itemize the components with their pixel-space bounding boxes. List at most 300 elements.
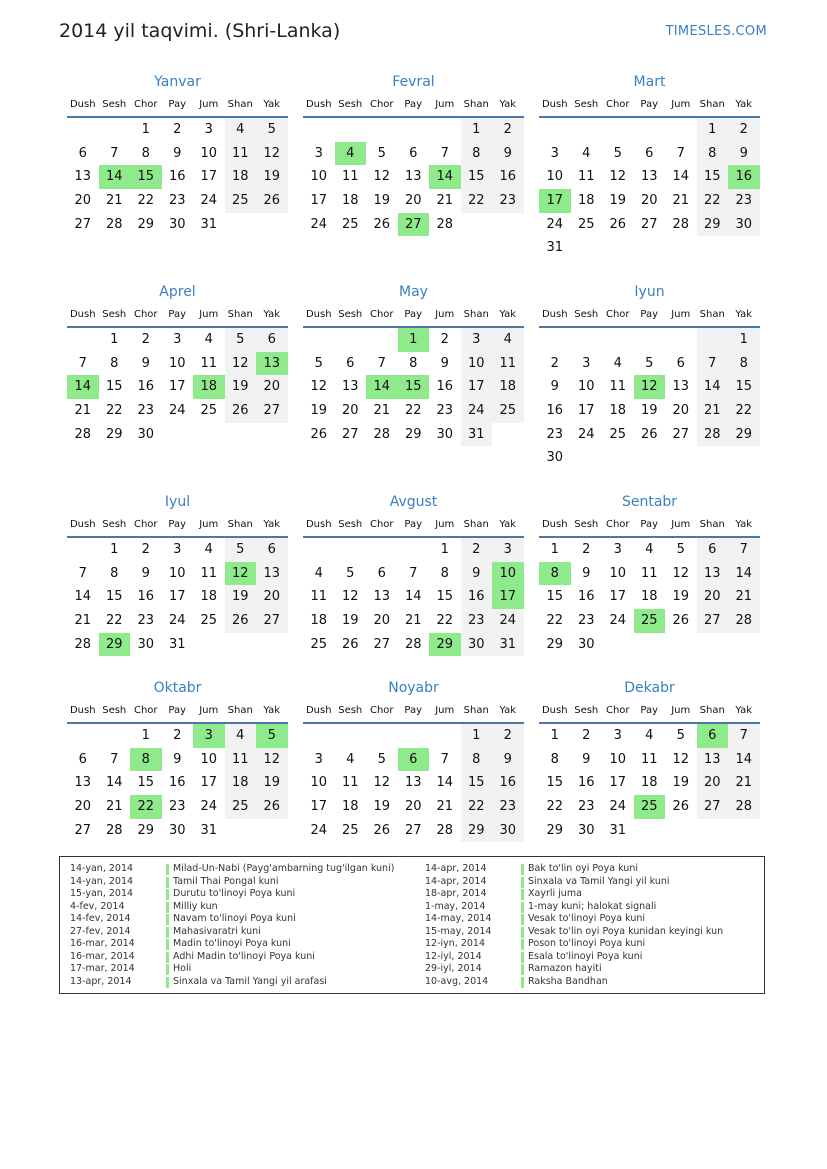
weekday-label: Shan: [227, 99, 253, 110]
day-cell: 19: [256, 771, 288, 795]
day-grid: [67, 724, 288, 842]
day-cell: 20: [74, 193, 92, 209]
weekday-label: Yak: [499, 519, 517, 530]
weekday-label: Yak: [735, 309, 753, 320]
weekday-label: Sesh: [338, 99, 363, 110]
day-cell: 29: [697, 213, 729, 237]
weekday-label: Dush: [541, 309, 568, 320]
day-cell: 18: [200, 589, 218, 605]
holiday-color-marker: [166, 927, 169, 938]
day-cell: 16: [168, 775, 186, 791]
day-cell: 31: [461, 423, 493, 447]
day-cell: 16: [492, 165, 524, 189]
day-grid: [67, 328, 288, 446]
month-name: Dekabr: [624, 680, 675, 696]
empty-day-cell: [99, 724, 131, 748]
day-cell: 14: [728, 562, 760, 586]
day-cell: 31: [200, 216, 218, 232]
day-cell: 10: [310, 169, 328, 185]
legend-holiday-name: Navam to'linoyi Poya kuni: [173, 913, 296, 924]
day-cell: 2: [582, 728, 591, 743]
day-cell: 15: [105, 379, 123, 395]
day-cell: 17: [168, 379, 186, 395]
day-cell: 5: [676, 542, 685, 557]
day-cell: 25: [341, 822, 359, 838]
weekday-label: Jum: [199, 705, 219, 716]
holiday-color-marker: [166, 939, 169, 950]
weekday-label: Pay: [404, 519, 423, 530]
weekday-label: Pay: [404, 309, 423, 320]
weekday-label: Shan: [463, 705, 489, 716]
holiday-day-cell: 10: [492, 562, 524, 586]
holiday-day-cell: 29: [99, 633, 131, 657]
day-cell: 6: [346, 355, 355, 371]
day-cell: 20: [256, 375, 288, 399]
day-cell: 16: [168, 169, 186, 185]
day-cell: 4: [204, 542, 213, 557]
day-cell: 15: [697, 165, 729, 189]
day-cell: 8: [141, 145, 150, 161]
day-cell: 13: [404, 775, 422, 791]
day-cell: 22: [461, 795, 493, 819]
day-cell: 4: [346, 751, 355, 767]
legend-holiday-name: Sinxala va Tamil Yangi yil arafasi: [173, 975, 327, 987]
day-cell: 26: [341, 636, 359, 652]
day-cell: 23: [137, 613, 155, 629]
weekday-label: Dush: [305, 519, 332, 530]
day-cell: 5: [346, 565, 355, 581]
empty-day-cell: [303, 724, 335, 748]
day-cell: 24: [492, 609, 524, 633]
day-grid: [539, 118, 760, 260]
empty-day-cell: [67, 538, 99, 562]
weekday-header: [539, 701, 760, 724]
day-cell: 23: [492, 189, 524, 213]
day-cell: 24: [168, 403, 186, 419]
day-cell: 25: [225, 795, 257, 819]
weekday-label: Jum: [671, 309, 691, 320]
day-cell: 28: [436, 216, 454, 232]
day-cell: 8: [440, 565, 449, 581]
day-cell: 5: [645, 355, 654, 371]
holiday-color-marker: [166, 977, 169, 988]
day-cell: 2: [440, 332, 449, 347]
day-cell: 1: [461, 724, 493, 748]
day-cell: 11: [609, 379, 627, 395]
day-cell: 6: [78, 751, 87, 767]
day-cell: 18: [640, 589, 658, 605]
brand-link[interactable]: TIMESLES.COM: [665, 24, 767, 39]
weekday-header: [303, 701, 524, 724]
day-cell: 4: [314, 565, 323, 581]
empty-day-cell: [571, 328, 603, 352]
day-cell: 2: [550, 355, 559, 371]
weekday-label: Pay: [640, 309, 659, 320]
day-cell: 29: [728, 423, 760, 447]
empty-day-cell: [303, 328, 335, 352]
weekday-label: Dush: [541, 99, 568, 110]
day-cell: 11: [640, 565, 658, 581]
weekday-label: Yak: [263, 99, 281, 110]
day-cell: 25: [609, 426, 627, 442]
day-cell: 27: [256, 609, 288, 633]
month-name: Sentabr: [621, 494, 678, 510]
empty-day-cell: [429, 724, 461, 748]
day-cell: 12: [256, 748, 288, 772]
weekday-label: Dush: [305, 99, 332, 110]
day-cell: 2: [173, 728, 182, 743]
month-calendar: [303, 678, 524, 842]
day-cell: 31: [168, 636, 186, 652]
day-cell: 20: [697, 771, 729, 795]
day-cell: 7: [78, 565, 87, 581]
day-grid: [539, 328, 760, 470]
day-cell: 12: [672, 751, 690, 767]
weekday-label: Shan: [463, 519, 489, 530]
legend-date: 12-iyn, 2014: [425, 938, 486, 949]
weekday-label: Shan: [699, 705, 725, 716]
day-cell: 7: [78, 355, 87, 371]
day-cell: 26: [256, 189, 288, 213]
weekday-label: Pay: [640, 519, 659, 530]
day-cell: 4: [582, 145, 591, 161]
weekday-label: Sesh: [102, 705, 127, 716]
legend-date: 16-mar, 2014: [70, 950, 135, 962]
legend-date: 29-iyl, 2014: [425, 963, 482, 974]
weekday-label: Dush: [541, 519, 568, 530]
day-cell: 19: [609, 193, 627, 209]
month-name: May: [399, 284, 428, 300]
weekday-label: Chor: [605, 705, 630, 716]
day-cell: 3: [173, 542, 182, 557]
day-cell: 16: [461, 585, 493, 609]
day-cell: 27: [341, 426, 359, 442]
weekday-label: Shan: [463, 309, 489, 320]
day-cell: 22: [404, 403, 422, 419]
day-cell: 26: [640, 426, 658, 442]
empty-day-cell: [665, 118, 697, 142]
holiday-day-cell: 27: [398, 213, 430, 237]
day-cell: 13: [373, 589, 391, 605]
weekday-header: [67, 515, 288, 538]
day-cell: 4: [204, 332, 213, 347]
day-cell: 15: [546, 589, 564, 605]
month-name: Noyabr: [388, 680, 439, 696]
legend-holiday-name: Madin to'linoyi Poya kuni: [173, 938, 291, 949]
day-cell: 28: [404, 636, 422, 652]
day-cell: 3: [314, 145, 323, 161]
day-cell: 26: [256, 795, 288, 819]
day-cell: 24: [200, 193, 218, 209]
day-cell: 27: [672, 426, 690, 442]
holiday-day-cell: 4: [335, 142, 367, 166]
legend-holiday-name: Holi: [173, 963, 192, 974]
day-cell: 19: [256, 165, 288, 189]
holiday-day-cell: 22: [130, 795, 162, 819]
day-cell: 10: [546, 169, 564, 185]
empty-day-cell: [303, 118, 335, 142]
day-cell: 8: [461, 142, 493, 166]
day-cell: 4: [645, 542, 654, 557]
day-cell: 28: [74, 426, 92, 442]
day-cell: 20: [672, 403, 690, 419]
weekday-label: Dush: [69, 309, 96, 320]
day-cell: 18: [225, 771, 257, 795]
weekday-header: [539, 515, 760, 538]
day-cell: 28: [697, 423, 729, 447]
day-cell: 23: [577, 613, 595, 629]
legend-date: 15-may, 2014: [425, 925, 492, 937]
day-cell: 22: [697, 189, 729, 213]
day-cell: 27: [74, 216, 92, 232]
day-cell: 7: [377, 355, 386, 371]
day-cell: 2: [492, 118, 524, 142]
month-calendar: [539, 492, 760, 656]
weekday-label: Chor: [605, 519, 630, 530]
day-cell: 10: [200, 145, 218, 161]
day-cell: 11: [225, 748, 257, 772]
day-cell: 17: [609, 775, 627, 791]
weekday-label: Shan: [227, 705, 253, 716]
empty-day-cell: [539, 118, 571, 142]
day-cell: 2: [582, 542, 591, 557]
day-cell: 8: [697, 142, 729, 166]
empty-day-cell: [602, 328, 634, 352]
legend-holiday-name: Milliy kun: [173, 900, 218, 912]
day-cell: 28: [436, 822, 454, 838]
day-cell: 10: [168, 565, 186, 581]
weekday-label: Yak: [735, 99, 753, 110]
holiday-day-cell: 8: [130, 748, 162, 772]
day-cell: 22: [461, 189, 493, 213]
day-cell: 12: [373, 775, 391, 791]
day-cell: 15: [546, 775, 564, 791]
day-cell: 10: [310, 775, 328, 791]
legend-date: 14-yan, 2014: [70, 863, 134, 874]
day-grid: [303, 118, 524, 236]
weekday-header: [67, 95, 288, 118]
holiday-day-cell: 14: [366, 375, 398, 399]
legend-holiday-name: Bak to'lin oyi Poya kuni: [528, 863, 638, 874]
month-name: Iyul: [164, 494, 191, 510]
day-cell: 14: [404, 589, 422, 605]
day-cell: 15: [436, 589, 454, 605]
day-grid: [539, 724, 760, 842]
weekday-label: Jum: [199, 99, 219, 110]
day-cell: 30: [168, 216, 186, 232]
weekday-label: Shan: [227, 309, 253, 320]
day-cell: 27: [373, 636, 391, 652]
day-cell: 21: [436, 799, 454, 815]
day-cell: 16: [577, 775, 595, 791]
day-cell: 2: [141, 332, 150, 347]
day-cell: 9: [492, 142, 524, 166]
weekday-label: Shan: [699, 99, 725, 110]
weekday-header: [539, 95, 760, 118]
day-cell: 26: [373, 216, 391, 232]
day-cell: 21: [728, 585, 760, 609]
day-cell: 29: [546, 822, 564, 838]
day-cell: 5: [225, 328, 257, 352]
weekday-label: Shan: [699, 309, 725, 320]
holiday-day-cell: 1: [398, 328, 430, 352]
holiday-day-cell: 25: [634, 795, 666, 819]
day-cell: 8: [461, 748, 493, 772]
weekday-label: Shan: [699, 519, 725, 530]
day-cell: 22: [105, 613, 123, 629]
holiday-color-marker: [166, 889, 169, 900]
day-cell: 9: [492, 748, 524, 772]
day-cell: 29: [137, 822, 155, 838]
legend-holiday-name: Ramazon hayiti: [528, 963, 602, 974]
day-cell: 14: [105, 775, 123, 791]
day-cell: 22: [728, 399, 760, 423]
legend-date: 27-fev, 2014: [70, 925, 131, 937]
weekday-label: Dush: [541, 705, 568, 716]
day-cell: 27: [697, 609, 729, 633]
weekday-label: Chor: [369, 519, 394, 530]
day-cell: 24: [310, 822, 328, 838]
holiday-day-cell: 15: [130, 165, 162, 189]
weekday-label: Chor: [369, 705, 394, 716]
day-cell: 28: [728, 609, 760, 633]
day-cell: 30: [436, 426, 454, 442]
day-cell: 22: [105, 403, 123, 419]
day-cell: 30: [492, 819, 524, 843]
weekday-label: Yak: [499, 705, 517, 716]
day-cell: 21: [373, 403, 391, 419]
weekday-label: Dush: [69, 705, 96, 716]
day-cell: 9: [173, 145, 182, 161]
day-cell: 6: [256, 538, 288, 562]
day-cell: 12: [310, 379, 328, 395]
day-cell: 4: [492, 328, 524, 352]
day-cell: 17: [577, 403, 595, 419]
day-cell: 19: [373, 799, 391, 815]
empty-day-cell: [634, 118, 666, 142]
weekday-label: Jum: [435, 705, 455, 716]
day-cell: 5: [225, 538, 257, 562]
legend-date: 14-yan, 2014: [70, 875, 134, 887]
day-cell: 29: [461, 819, 493, 843]
legend-holiday-name: Sinxala va Tamil Yangi yil kuni: [528, 875, 670, 887]
empty-day-cell: [67, 328, 99, 352]
day-cell: 25: [492, 399, 524, 423]
day-cell: 3: [204, 122, 213, 137]
legend-holiday-name: Tamil Thai Pongal kuni: [173, 875, 279, 887]
day-cell: 7: [409, 565, 418, 581]
holiday-day-cell: 18: [193, 375, 225, 399]
weekday-label: Sesh: [574, 519, 599, 530]
legend-holiday-name: Vesak to'lin oyi Poya kunidan keyingi kun: [528, 925, 724, 937]
day-cell: 20: [74, 799, 92, 815]
holiday-color-marker: [521, 914, 524, 925]
day-cell: 24: [609, 799, 627, 815]
weekday-label: Dush: [305, 309, 332, 320]
month-name: Yanvar: [154, 74, 201, 90]
empty-day-cell: [634, 328, 666, 352]
page-title: 2014 yil taqvimi. (Shri-Lanka): [59, 20, 341, 42]
day-cell: 21: [404, 613, 422, 629]
day-cell: 8: [110, 565, 119, 581]
weekday-label: Jum: [435, 99, 455, 110]
month-calendar: [539, 72, 760, 260]
weekday-label: Chor: [369, 309, 394, 320]
day-cell: 6: [676, 355, 685, 371]
day-cell: 12: [672, 565, 690, 581]
empty-day-cell: [366, 724, 398, 748]
weekday-label: Pay: [640, 705, 659, 716]
month-calendar: [67, 678, 288, 842]
empty-day-cell: [67, 118, 99, 142]
day-cell: 24: [546, 216, 564, 232]
day-cell: 27: [640, 216, 658, 232]
day-cell: 21: [74, 613, 92, 629]
day-cell: 24: [577, 426, 595, 442]
holiday-color-marker: [521, 877, 524, 888]
day-cell: 30: [137, 636, 155, 652]
weekday-header: [539, 305, 760, 328]
empty-day-cell: [602, 118, 634, 142]
day-cell: 12: [256, 142, 288, 166]
day-cell: 6: [697, 538, 729, 562]
day-cell: 5: [256, 118, 288, 142]
weekday-label: Shan: [227, 519, 253, 530]
weekday-label: Pay: [168, 309, 187, 320]
day-cell: 31: [200, 822, 218, 838]
holiday-day-cell: 3: [193, 724, 225, 748]
day-cell: 12: [609, 169, 627, 185]
day-cell: 17: [609, 589, 627, 605]
day-cell: 20: [640, 193, 658, 209]
legend-date: 18-apr, 2014: [425, 888, 487, 899]
day-cell: 12: [341, 589, 359, 605]
day-cell: 17: [200, 775, 218, 791]
empty-day-cell: [366, 328, 398, 352]
empty-day-cell: [398, 538, 430, 562]
day-cell: 20: [256, 585, 288, 609]
day-cell: 22: [546, 799, 564, 815]
weekday-label: Chor: [133, 99, 158, 110]
weekday-label: Yak: [499, 309, 517, 320]
day-cell: 29: [105, 426, 123, 442]
day-cell: 15: [137, 775, 155, 791]
day-cell: 13: [341, 379, 359, 395]
holiday-color-marker: [521, 977, 524, 988]
legend-date: 14-apr, 2014: [425, 875, 487, 887]
day-cell: 18: [492, 375, 524, 399]
day-cell: 1: [141, 122, 150, 137]
day-cell: 9: [173, 751, 182, 767]
day-cell: 22: [137, 193, 155, 209]
day-cell: 15: [461, 771, 493, 795]
day-cell: 26: [225, 399, 257, 423]
day-cell: 22: [436, 613, 454, 629]
day-cell: 3: [613, 728, 622, 743]
day-cell: 18: [577, 193, 595, 209]
holiday-color-marker: [521, 939, 524, 950]
day-cell: 18: [609, 403, 627, 419]
day-grid: [303, 724, 524, 842]
weekday-header: [67, 305, 288, 328]
weekday-label: Pay: [168, 99, 187, 110]
day-cell: 28: [74, 636, 92, 652]
weekday-label: Jum: [199, 309, 219, 320]
weekday-label: Yak: [263, 519, 281, 530]
weekday-label: Jum: [435, 309, 455, 320]
holiday-day-cell: 8: [539, 562, 571, 586]
day-cell: 5: [676, 728, 685, 743]
